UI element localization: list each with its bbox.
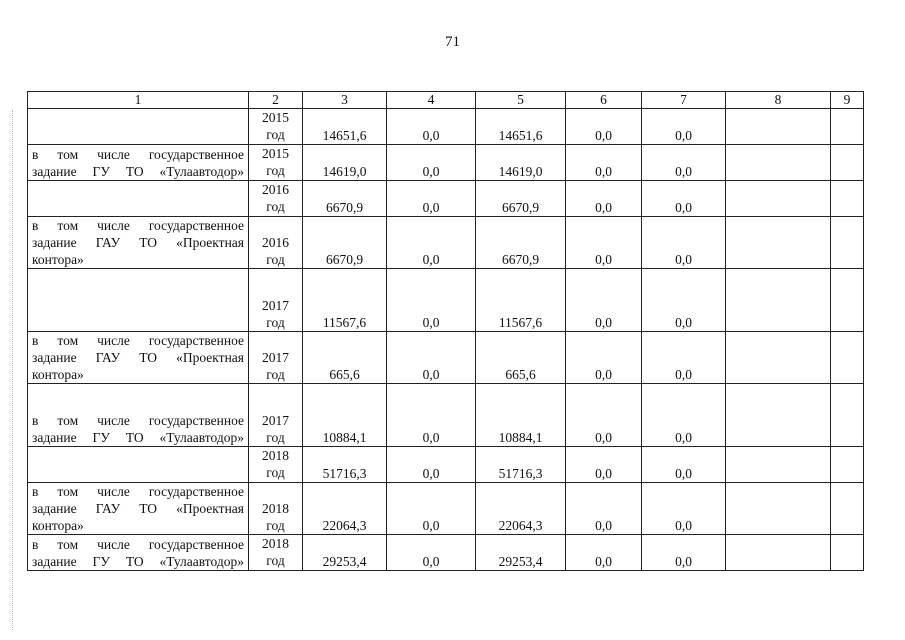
empty-cell-c9 — [831, 535, 864, 571]
empty-cell-c9 — [831, 181, 864, 217]
row-year-unit: год — [266, 252, 285, 267]
value-cell-c3: 10884,1 — [303, 384, 387, 447]
value-cell-c6: 0,0 — [566, 145, 642, 181]
row-year-cell — [249, 483, 303, 535]
value-cell-c7: 0,0 — [642, 535, 726, 571]
value-cell-c5: 665,6 — [476, 332, 566, 384]
value-cell-c5: 14619,0 — [476, 145, 566, 181]
empty-cell-c9 — [831, 447, 864, 483]
row-year: 2018 — [262, 536, 289, 551]
row-year-cell — [249, 535, 303, 571]
empty-cell-c8 — [726, 483, 831, 535]
row-year-unit: год — [266, 430, 285, 445]
empty-cell-c8 — [726, 217, 831, 269]
empty-cell-c9 — [831, 217, 864, 269]
value-cell-c4: 0,0 — [387, 332, 476, 384]
empty-cell-c8 — [726, 145, 831, 181]
empty-cell-c9 — [831, 145, 864, 181]
value-cell-c5: 22064,3 — [476, 483, 566, 535]
row-year-unit: год — [266, 367, 285, 382]
row-year-unit: год — [266, 127, 285, 142]
row-year: 2017 — [262, 413, 289, 428]
value-cell-c6: 0,0 — [566, 384, 642, 447]
empty-cell-c8 — [726, 447, 831, 483]
row-description — [28, 181, 249, 217]
empty-cell-c8 — [726, 384, 831, 447]
table-row — [28, 447, 864, 483]
value-cell-c4: 0,0 — [387, 145, 476, 181]
value-cell-c3: 51716,3 — [303, 447, 387, 483]
row-description — [28, 269, 249, 332]
row-year-cell — [249, 269, 303, 332]
value-cell-c7: 0,0 — [642, 483, 726, 535]
row-year-cell — [249, 145, 303, 181]
row-year-cell — [249, 332, 303, 384]
value-cell-c5: 6670,9 — [476, 181, 566, 217]
table-row — [28, 483, 864, 535]
value-cell-c5: 6670,9 — [476, 217, 566, 269]
row-description: в том числе государственное задание ГУ ТО «Тулаавтодор» — [28, 535, 249, 571]
row-description: в том числе государственное задание ГАУ ТО «Проектная контора» — [28, 332, 249, 384]
value-cell-c3: 6670,9 — [303, 217, 387, 269]
header-cell-1: 1 — [28, 92, 249, 109]
row-year-cell — [249, 181, 303, 217]
value-cell-c3: 11567,6 — [303, 269, 387, 332]
row-year-cell — [249, 447, 303, 483]
value-cell-c7: 0,0 — [642, 269, 726, 332]
value-cell-c6: 0,0 — [566, 332, 642, 384]
table-row — [28, 181, 864, 217]
budget-table — [27, 91, 864, 571]
value-cell-c3: 14651,6 — [303, 109, 387, 145]
value-cell-c4: 0,0 — [387, 217, 476, 269]
row-year: 2015 — [262, 146, 289, 161]
row-year-cell — [249, 109, 303, 145]
row-description: в том числе государственное задание ГАУ ТО «Проектная контора» — [28, 217, 249, 269]
row-year-unit: год — [266, 518, 285, 533]
header-cell-5: 5 — [476, 92, 566, 109]
value-cell-c7: 0,0 — [642, 332, 726, 384]
value-cell-c7: 0,0 — [642, 109, 726, 145]
row-year: 2017 — [262, 298, 289, 313]
empty-cell-c9 — [831, 384, 864, 447]
row-year: 2018 — [262, 448, 289, 463]
row-description: в том числе государственное задание ГУ ТО «Тулаавтодор» — [28, 145, 249, 181]
row-year-unit: год — [266, 553, 285, 568]
empty-cell-c8 — [726, 269, 831, 332]
value-cell-c4: 0,0 — [387, 535, 476, 571]
row-year-cell — [249, 217, 303, 269]
row-year-unit: год — [266, 315, 285, 330]
header-cell-2: 2 — [249, 92, 303, 109]
value-cell-c4: 0,0 — [387, 269, 476, 332]
row-year: 2015 — [262, 110, 289, 125]
table-row — [28, 217, 864, 269]
empty-cell-c8 — [726, 332, 831, 384]
table-row — [28, 145, 864, 181]
value-cell-c4: 0,0 — [387, 384, 476, 447]
row-year: 2016 — [262, 235, 289, 250]
header-cell-3: 3 — [303, 92, 387, 109]
table-row — [28, 269, 864, 332]
scan-edge-marks — [12, 110, 14, 630]
value-cell-c4: 0,0 — [387, 109, 476, 145]
value-cell-c4: 0,0 — [387, 447, 476, 483]
value-cell-c4: 0,0 — [387, 181, 476, 217]
value-cell-c6: 0,0 — [566, 109, 642, 145]
row-year: 2016 — [262, 182, 289, 197]
empty-cell-c9 — [831, 269, 864, 332]
value-cell-c3: 6670,9 — [303, 181, 387, 217]
row-year-unit: год — [266, 163, 285, 178]
value-cell-c6: 0,0 — [566, 447, 642, 483]
table-row — [28, 535, 864, 571]
value-cell-c7: 0,0 — [642, 145, 726, 181]
row-description — [28, 109, 249, 145]
empty-cell-c9 — [831, 332, 864, 384]
table-row — [28, 384, 864, 447]
value-cell-c6: 0,0 — [566, 181, 642, 217]
row-description: в том числе государственное задание ГУ ТО «Тулаавтодор» — [28, 384, 249, 447]
empty-cell-c8 — [726, 109, 831, 145]
value-cell-c3: 14619,0 — [303, 145, 387, 181]
row-description: в том числе государственное задание ГАУ ТО «Проектная контора» — [28, 483, 249, 535]
value-cell-c5: 29253,4 — [476, 535, 566, 571]
value-cell-c3: 22064,3 — [303, 483, 387, 535]
row-year-unit: год — [266, 465, 285, 480]
empty-cell-c9 — [831, 109, 864, 145]
value-cell-c7: 0,0 — [642, 217, 726, 269]
value-cell-c6: 0,0 — [566, 269, 642, 332]
value-cell-c7: 0,0 — [642, 447, 726, 483]
empty-cell-c8 — [726, 535, 831, 571]
row-year: 2018 — [262, 501, 289, 516]
page-number: 71 — [445, 34, 460, 50]
value-cell-c6: 0,0 — [566, 217, 642, 269]
row-year-cell — [249, 384, 303, 447]
value-cell-c6: 0,0 — [566, 483, 642, 535]
value-cell-c5: 10884,1 — [476, 384, 566, 447]
value-cell-c6: 0,0 — [566, 535, 642, 571]
header-cell-7: 7 — [642, 92, 726, 109]
value-cell-c5: 14651,6 — [476, 109, 566, 145]
header-cell-6: 6 — [566, 92, 642, 109]
value-cell-c7: 0,0 — [642, 181, 726, 217]
header-cell-4: 4 — [387, 92, 476, 109]
row-year: 2017 — [262, 350, 289, 365]
table-row — [28, 109, 864, 145]
value-cell-c5: 11567,6 — [476, 269, 566, 332]
header-cell-9: 9 — [831, 92, 864, 109]
table-header-row — [28, 92, 864, 109]
value-cell-c5: 51716,3 — [476, 447, 566, 483]
value-cell-c3: 665,6 — [303, 332, 387, 384]
header-cell-8: 8 — [726, 92, 831, 109]
value-cell-c4: 0,0 — [387, 483, 476, 535]
value-cell-c3: 29253,4 — [303, 535, 387, 571]
empty-cell-c8 — [726, 181, 831, 217]
empty-cell-c9 — [831, 483, 864, 535]
table-row — [28, 332, 864, 384]
value-cell-c7: 0,0 — [642, 384, 726, 447]
row-description — [28, 447, 249, 483]
row-year-unit: год — [266, 199, 285, 214]
